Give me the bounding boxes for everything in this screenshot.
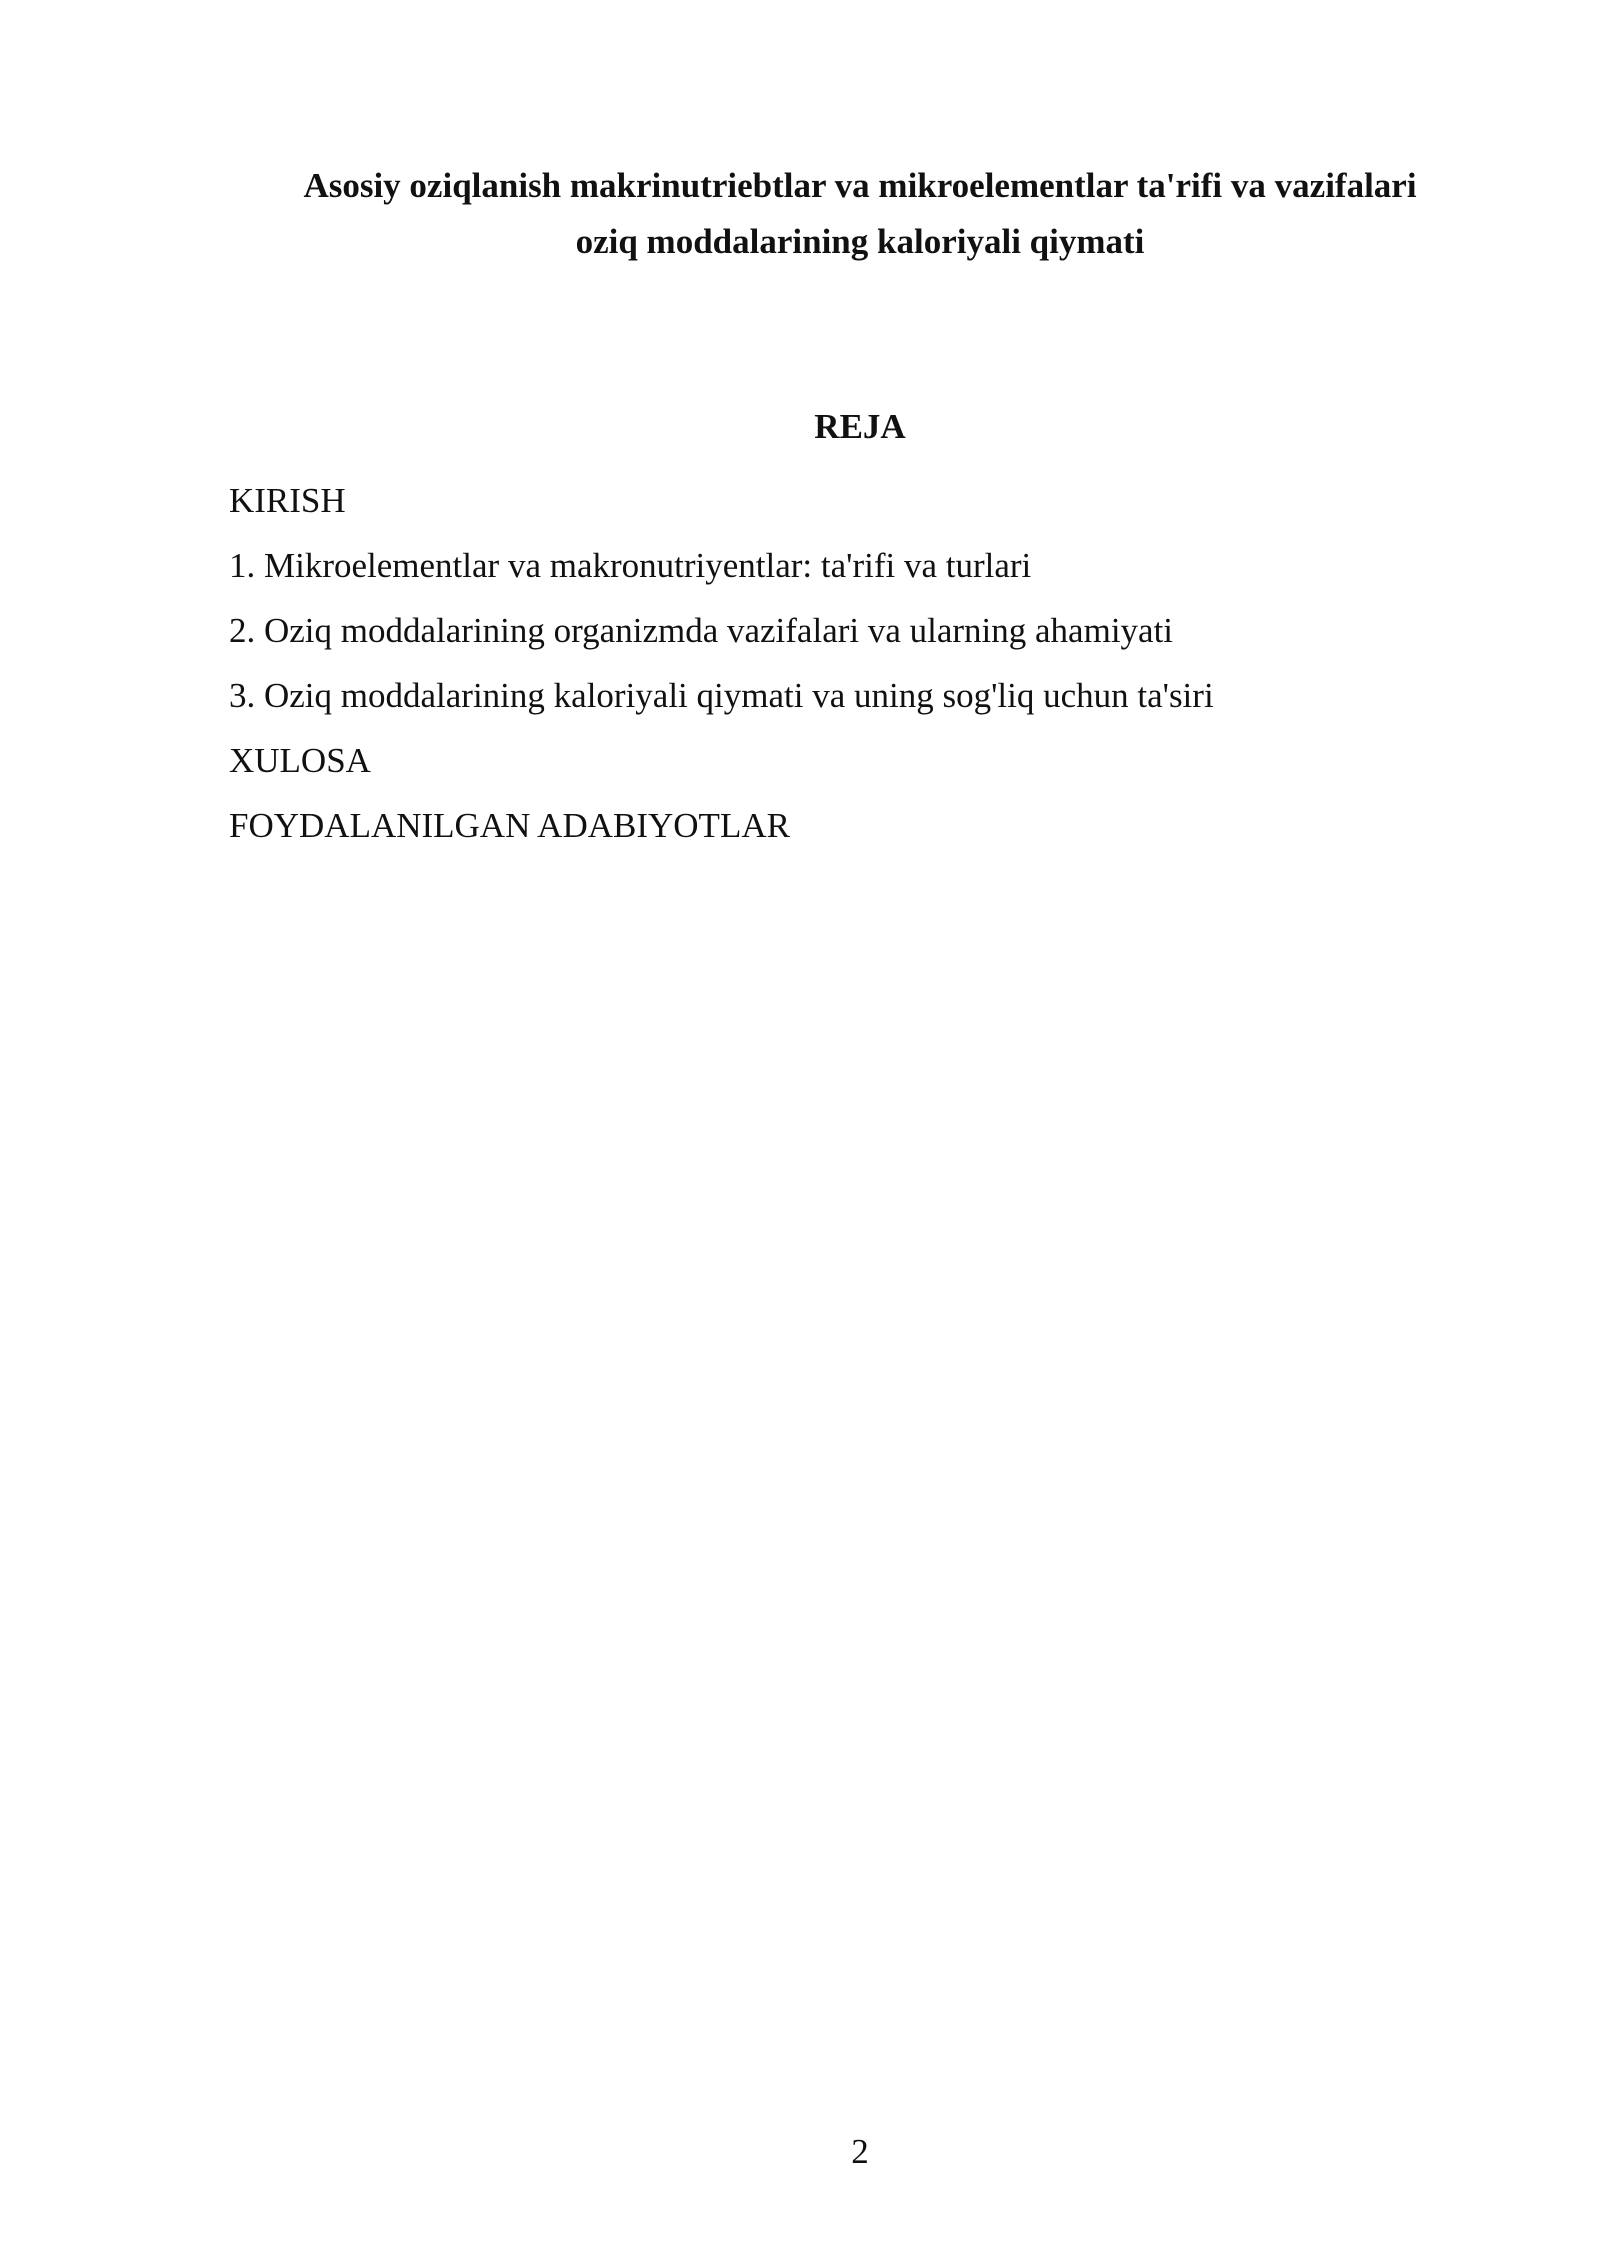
plan-item-conclusion: XULOSA <box>229 741 371 780</box>
plan-item-1: 1. Mikroelementlar va makronutriyentlar: ta'rifi va turlari <box>229 546 1032 585</box>
plan-heading: REJA <box>814 407 906 446</box>
plan-item-3: 3. Oziq moddalarining kaloriyali qiymati va uning sog'liq uchun ta'siri <box>229 676 1214 715</box>
plan-item-introduction: KIRISH <box>229 481 346 520</box>
plan-item-references: FOYDALANILGAN ADABIYOTLAR <box>229 806 790 845</box>
title-line-1: Asosiy oziqlanish makrinutriebtlar va mikroelementlar ta'rifi va vazifalari <box>303 166 1417 205</box>
page-number: 2 <box>851 2132 869 2171</box>
document-title <box>230 158 1490 270</box>
title-line-2: oziq moddalarining kaloriyali qiymati <box>575 222 1145 261</box>
plan-item-2: 2. Oziq moddalarining organizmda vazifalari va ularning ahamiyati <box>229 611 1174 650</box>
plan-list <box>229 474 1429 864</box>
